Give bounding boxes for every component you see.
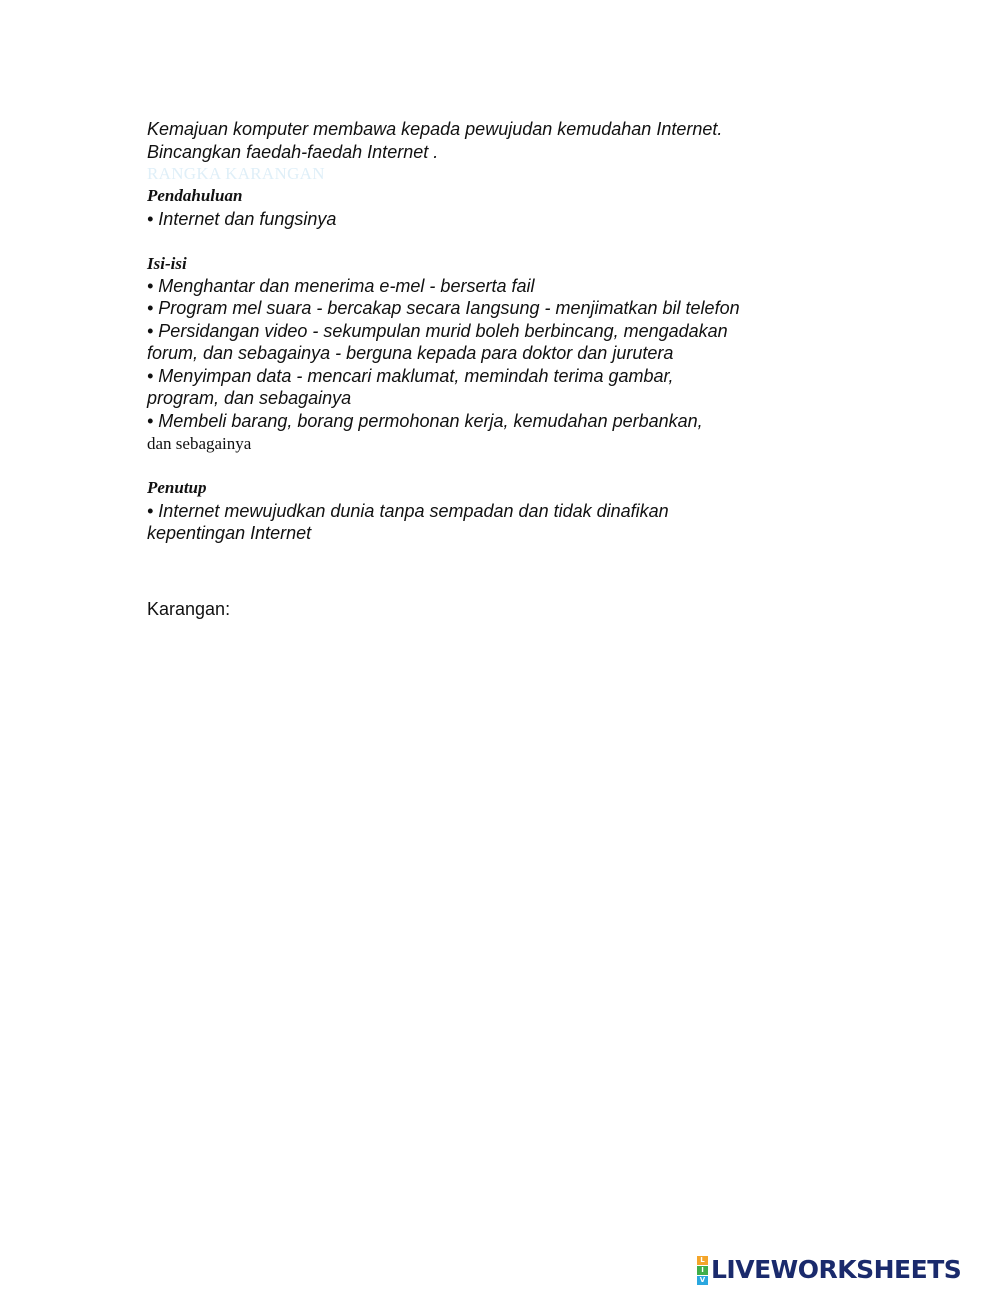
- logo-blocks-icon: [697, 1256, 708, 1285]
- body-heading: Isi-isi: [147, 254, 187, 273]
- outline-heading: RANGKA KARANGAN: [147, 164, 325, 183]
- intro-point: • Internet dan fungsinya: [147, 209, 337, 229]
- liveworksheets-logo: [697, 1256, 961, 1284]
- closing-heading: Penutup: [147, 478, 207, 497]
- logo-block: I: [697, 1266, 708, 1275]
- closing-line: • Internet mewujudkan dunia tanpa sempadan dan tidak dinafikan: [147, 501, 669, 521]
- body-line: • Program mel suara - bercakap secara Iangsung - menjimatkan bil telefon: [147, 298, 740, 318]
- closing-line: kepentingan Internet: [147, 523, 312, 543]
- logo-block: L: [697, 1256, 708, 1265]
- logo-block: V: [697, 1276, 708, 1285]
- logo-text: LIVEWORKSHEETS: [711, 1255, 962, 1284]
- intro-heading: Pendahuluan: [147, 186, 243, 205]
- body-line: • Menyimpan data - mencari maklumat, memindah terima gambar,: [147, 366, 674, 386]
- body-line: • Menghantar dan menerima e-mel - berserta fail: [147, 276, 535, 296]
- body-line: dan sebagainya: [147, 434, 252, 453]
- prompt-line-2: Bincangkan faedah-faedah Internet .: [147, 142, 439, 162]
- essay-label: Karangan:: [147, 599, 231, 619]
- body-line: program, dan sebagainya: [147, 388, 352, 408]
- body-line: forum, dan sebagainya - berguna kepada para doktor dan jurutera: [147, 343, 674, 363]
- body-line: • Persidangan video - sekumpulan murid boleh berbincang, mengadakan: [147, 321, 728, 341]
- prompt-line-1: Kemajuan komputer membawa kepada pewujudan kemudahan Internet.: [147, 119, 723, 139]
- body-line: • Membeli barang, borang permohonan kerja, kemudahan perbankan,: [147, 411, 703, 431]
